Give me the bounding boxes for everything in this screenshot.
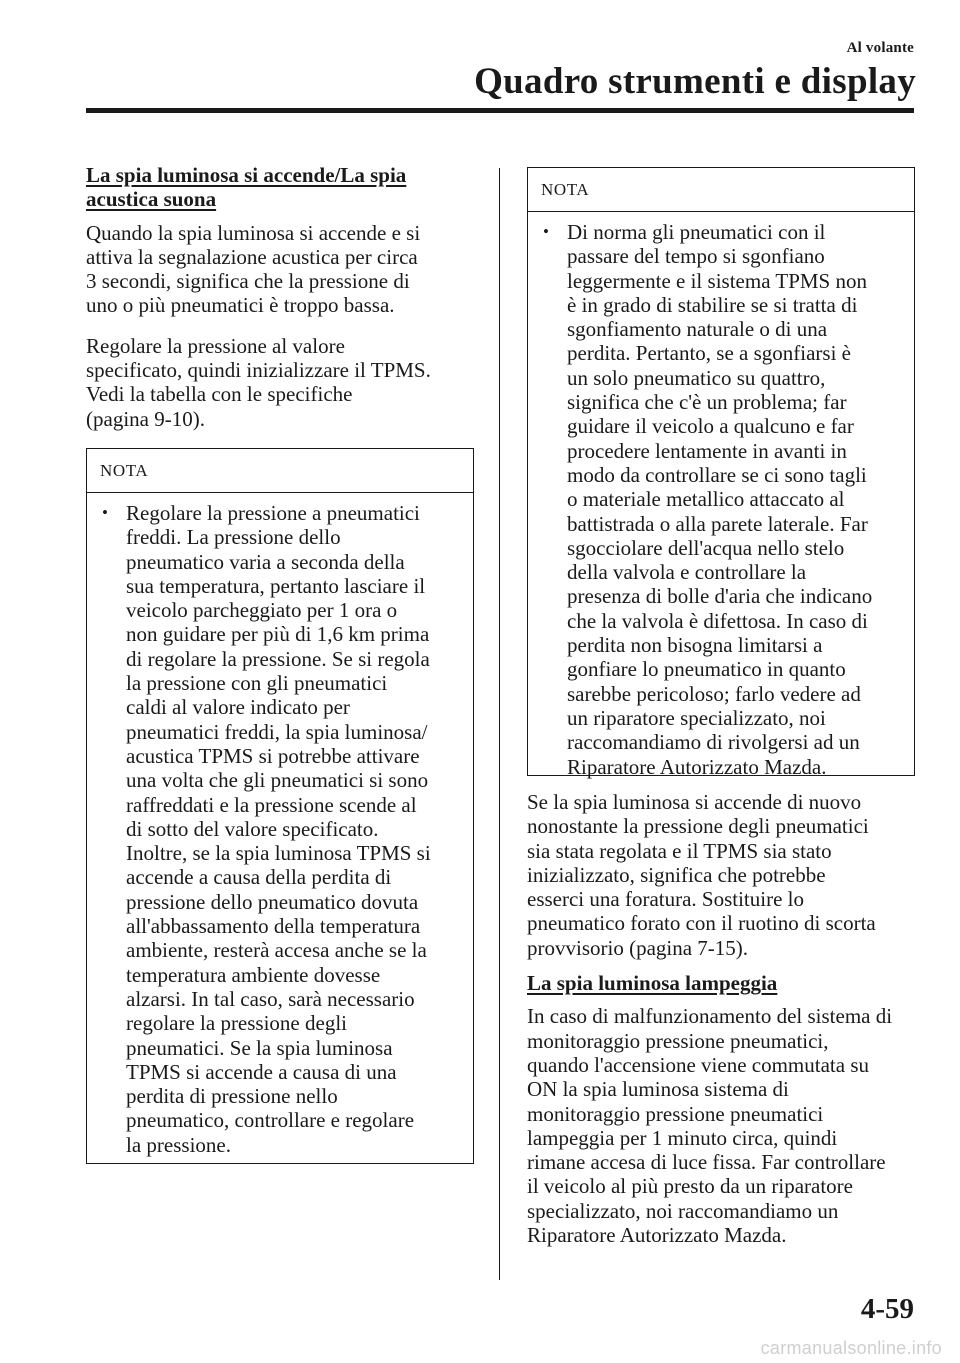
text-line: Regolare la pressione al valore: [86, 333, 345, 358]
page-title: Quadro strumenti e display: [474, 61, 916, 102]
heading-line: acustica suona: [86, 187, 217, 212]
text-line: è in grado di stabilire se si tratta di: [567, 292, 858, 317]
text-line: Quando la spia luminosa si accende e si: [86, 220, 421, 245]
text-line: In caso di malfunzionamento del sistema di: [527, 1004, 893, 1029]
text-line: modo da controllare se ci sono tagli: [567, 462, 867, 487]
text-line: rimane accesa di luce fissa. Far controllare: [527, 1150, 886, 1175]
text-line: monitoraggio pressione pneumatici,: [527, 1028, 829, 1053]
text-line: quando l'accensione viene commutata su: [527, 1052, 869, 1077]
text-line: freddi. La pressione dello: [126, 525, 341, 550]
text-line: monitoraggio pressione pneumatici: [527, 1101, 824, 1126]
text-line: sarebbe pericoloso; farlo vedere ad: [567, 681, 861, 706]
text-line: gonfiare lo pneumatico in quanto: [567, 657, 846, 682]
text-line: attiva la segnalazione acustica per circa: [86, 244, 418, 269]
text-line: sgonfiamento naturale o di una: [567, 317, 828, 342]
text-line: ambiente, resterà accesa anche se la: [126, 938, 427, 963]
paragraph-adjust-pressure: [86, 334, 474, 431]
text-line: TPMS si accende a causa di una: [126, 1059, 397, 1084]
text-line: specializzato, noi raccomandiamo un: [527, 1198, 839, 1223]
text-line: Di norma gli pneumatici con il: [567, 220, 826, 244]
note-box-right: [527, 167, 915, 779]
note-text: [126, 501, 463, 1157]
note-bullet-item: [541, 220, 904, 779]
text-line: temperatura ambiente dovesse: [126, 962, 381, 987]
column-divider: [499, 168, 500, 1280]
text-line: all'abbassamento della temperatura: [126, 914, 421, 939]
watermark: carmanualsonline.info: [760, 1338, 942, 1358]
text-line: o materiale metallico attaccato al: [567, 487, 845, 512]
bullet-icon: •: [102, 502, 108, 522]
text-line: Regolare la pressione a pneumatici: [126, 500, 420, 525]
text-line: accende a causa della perdita di: [126, 865, 392, 890]
text-line: pneumatico, controllare e regolare: [126, 1108, 415, 1133]
text-line: pneumatici. Se la spia luminosa: [126, 1035, 393, 1060]
text-line: Inoltre, se la spia luminosa TPMS si: [126, 841, 431, 866]
text-line: un riparatore specializzato, noi: [567, 705, 826, 730]
text-line: battistrada o alla parete laterale. Far: [567, 511, 868, 536]
text-line: esserci una foratura. Sostituire lo: [527, 887, 804, 912]
text-line: di regolare la pressione. Se si regola: [126, 646, 430, 671]
text-line: sua temperatura, pertanto lasciare il: [126, 573, 426, 598]
text-line: provvisorio (pagina 7-15).: [527, 935, 749, 960]
text-line: Riparatore Autorizzato Mazda.: [567, 754, 827, 779]
text-line: la pressione con gli pneumatici: [126, 671, 388, 696]
text-line: che la valvola è difettosa. In caso di: [567, 608, 868, 633]
text-line: sia stata regolata e il TPMS sia stato: [527, 838, 832, 863]
note-box-left: [86, 448, 474, 1164]
text-line: lampeggia per 1 minuto circa, quindi: [527, 1125, 838, 1150]
text-line: pneumatici freddi, la spia luminosa/: [126, 719, 428, 744]
text-line: Vedi la tabella con le specifiche: [86, 382, 353, 407]
text-line: sgocciolare dell'acqua nello stelo: [567, 535, 845, 560]
text-line: il veicolo al più presto da un riparatore: [527, 1174, 853, 1199]
page-number: 4-59: [860, 1293, 914, 1325]
text-line: procedere lentamente in avanti in: [567, 438, 847, 463]
text-line: la pressione.: [126, 1132, 231, 1157]
header-rule: [86, 108, 914, 113]
bullet-icon: •: [543, 222, 549, 241]
text-line: leggermente e il sistema TPMS non: [567, 268, 867, 293]
section-label: Al volante: [846, 40, 914, 56]
left-column: [86, 163, 474, 1164]
section-heading-warning-flash: La spia luminosa lampeggia: [527, 971, 778, 996]
text-line: Se la spia luminosa si accende di nuovo: [527, 790, 862, 814]
note-label: NOTA: [87, 449, 473, 493]
text-line: pneumatico forato con il ruotino di scorta: [527, 911, 876, 936]
text-line: perdita non bisogna limitarsi a: [567, 633, 823, 658]
text-line: specificato, quindi inizializzare il TPMS.: [86, 358, 431, 383]
text-line: regolare la pressione degli: [126, 1011, 347, 1036]
note-body: [528, 212, 914, 789]
text-line: uno o più pneumatici è troppo bassa.: [86, 293, 395, 318]
text-line: (pagina 9-10).: [86, 406, 205, 431]
text-line: raffreddati e la pressione scende al: [126, 792, 417, 817]
text-line: significa che c'è un problema; far: [567, 390, 847, 415]
note-bullet-item: [100, 501, 463, 1157]
paragraph-warning-on: [86, 221, 474, 318]
text-line: pressione dello pneumatico dovuta: [126, 889, 419, 914]
text-line: 3 secondi, significa che la pressione di: [86, 269, 410, 294]
text-line: un solo pneumatico su quattro,: [567, 365, 826, 390]
note-text: [567, 220, 904, 779]
text-line: passare del tempo si sgonfiano: [567, 244, 825, 269]
text-line: perdita. Pertanto, se a sgonfiarsi è: [567, 341, 851, 366]
text-line: veicolo parcheggiato per 1 ora o: [126, 598, 398, 623]
heading-line: La spia luminosa si accende/La spia: [86, 163, 407, 187]
text-line: perdita di pressione nello: [126, 1084, 338, 1109]
text-line: inizializzato, significa che potrebbe: [527, 862, 826, 887]
paragraph-puncture: [527, 790, 915, 960]
text-line: raccomandiamo di rivolgersi ad un: [567, 730, 860, 755]
section-heading-warning-on: [86, 163, 474, 212]
note-label: NOTA: [528, 168, 914, 212]
text-line: non guidare per più di 1,6 km prima: [126, 622, 430, 647]
right-column: [527, 167, 915, 1247]
text-line: caldi al valore indicato per: [126, 695, 350, 720]
text-line: nonostante la pressione degli pneumatici: [527, 814, 869, 839]
text-line: una volta che gli pneumatici si sono: [126, 768, 429, 793]
text-line: presenza di bolle d'aria che indicano: [567, 584, 873, 609]
paragraph-malfunction: [527, 1004, 915, 1247]
text-line: acustica TPMS si potrebbe attivare: [126, 743, 420, 768]
text-line: guidare il veicolo a qualcuno e far: [567, 414, 854, 439]
text-line: di sotto del valore specificato.: [126, 816, 379, 841]
text-line: della valvola e controllare la: [567, 560, 807, 585]
note-body: [87, 493, 473, 1167]
text-line: Riparatore Autorizzato Mazda.: [527, 1223, 787, 1248]
text-line: ON la spia luminosa sistema di: [527, 1077, 789, 1102]
text-line: pneumatico varia a seconda della: [126, 549, 405, 574]
text-line: alzarsi. In tal caso, sarà necessario: [126, 986, 415, 1011]
